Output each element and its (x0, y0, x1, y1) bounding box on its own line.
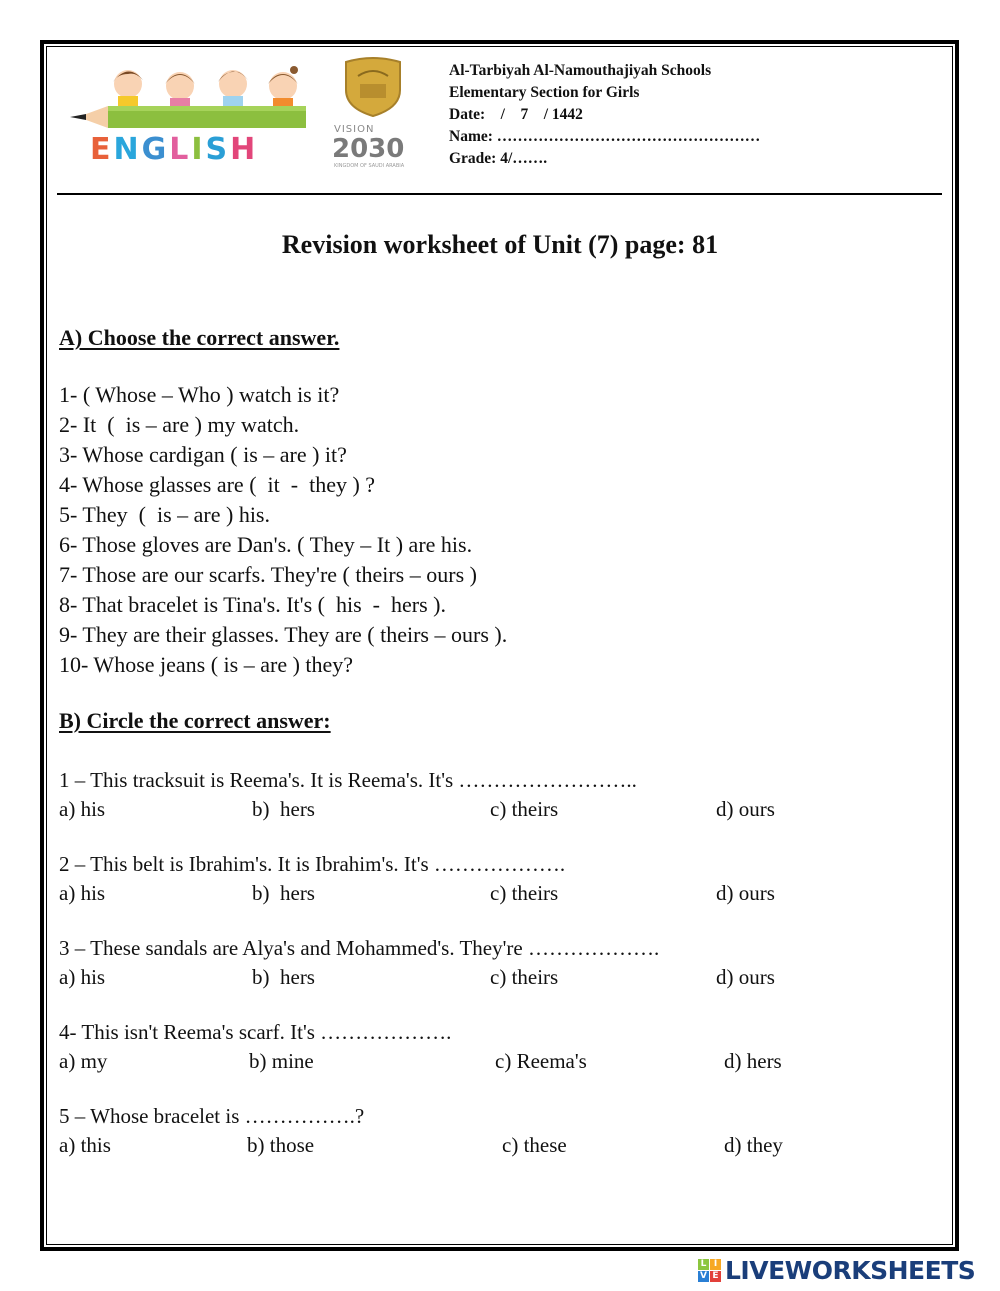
option-d[interactable]: d) hers (724, 1049, 782, 1073)
option-c[interactable]: c) theirs (490, 965, 559, 989)
option-c[interactable]: c) these (502, 1133, 567, 1157)
option-c[interactable]: c) theirs (490, 797, 559, 821)
liveworksheets-logo[interactable] (698, 1256, 975, 1284)
option-b[interactable]: b) those (247, 1133, 315, 1157)
english-letter: E (90, 132, 114, 167)
vision-country: KINGDOM OF SAUDI ARABIA (334, 163, 405, 169)
badge-letter: L (698, 1259, 709, 1270)
question-b-4 (59, 1018, 859, 1076)
option-a[interactable]: a) my (59, 1049, 108, 1073)
option-b[interactable]: b) hers (252, 797, 315, 821)
question-a-10[interactable]: 10- Whose jeans ( is – are ) they? (59, 652, 354, 677)
question-a-6[interactable]: 6- Those gloves are Dan's. ( They – It ) are his. (59, 532, 473, 557)
english-letter: N (113, 132, 142, 167)
english-letter: G (141, 132, 170, 167)
option-d[interactable]: d) ours (716, 881, 775, 905)
english-wordmark (90, 132, 258, 167)
option-d[interactable]: d) ours (716, 797, 775, 821)
header-divider (57, 193, 942, 195)
kid-2-icon (165, 72, 195, 106)
english-letter: I (191, 132, 206, 167)
question-b-1 (59, 766, 859, 824)
liveworksheets-wordmark: LIVEWORKSHEETS (725, 1255, 976, 1285)
school-info-block (449, 60, 760, 170)
question-a-8[interactable]: 8- That bracelet is Tina's. It's ( his - hers ). (59, 592, 446, 617)
option-a[interactable]: a) his (59, 881, 106, 905)
kid-3-icon (218, 70, 248, 106)
school-name: Al-Tarbiyah Al-Namouthajiyah Schools (449, 62, 712, 79)
kid-1-icon (113, 70, 143, 106)
question-b-options (59, 963, 859, 992)
question-a-9[interactable]: 9- They are their glasses. They are ( theirs – ours ). (59, 622, 508, 647)
english-letter: L (169, 132, 192, 167)
english-letter: S (205, 132, 231, 167)
option-a[interactable]: a) his (59, 797, 106, 821)
question-a-3[interactable]: 3- Whose cardigan ( is – are ) it? (59, 442, 347, 467)
question-a-5[interactable]: 5- They ( is – are ) his. (59, 502, 270, 527)
badge-letter: E (710, 1271, 721, 1282)
option-c[interactable]: c) Reema's (495, 1049, 587, 1073)
badge-letter: I (710, 1259, 721, 1270)
name-field[interactable]: Name: …………………………………………… (449, 128, 761, 145)
question-b-options (59, 1047, 859, 1076)
live-badge-icon (698, 1259, 721, 1282)
option-c[interactable]: c) theirs (490, 881, 559, 905)
question-b-5 (59, 1102, 859, 1160)
option-d[interactable]: d) ours (716, 965, 775, 989)
vision-2030-logo (330, 124, 422, 186)
question-b-3 (59, 934, 859, 992)
badge-letter: V (698, 1271, 709, 1282)
question-a-7[interactable]: 7- Those are our scarfs. They're ( theirs – ours ) (59, 562, 477, 587)
option-b[interactable]: b) mine (249, 1049, 314, 1073)
vision-label: VISION (334, 124, 375, 135)
option-a[interactable]: a) this (59, 1133, 111, 1157)
question-a-4[interactable]: 4- Whose glasses are ( it - they ) ? (59, 472, 376, 497)
question-b-stem: 4- This isn't Reema's scarf. It's ………………. (59, 1020, 452, 1044)
question-b-2 (59, 850, 859, 908)
question-b-options (59, 879, 859, 908)
english-letter: H (230, 132, 259, 167)
question-b-stem: 3 – These sandals are Alya's and Mohammed's. They're ………………. (59, 936, 660, 960)
option-d[interactable]: d) they (724, 1133, 783, 1157)
vision-year: 2030 (332, 134, 405, 164)
option-b[interactable]: b) hers (252, 965, 315, 989)
grade-field[interactable]: Grade: 4/……. (449, 150, 548, 167)
question-b-stem: 5 – Whose bracelet is …………….? (59, 1104, 365, 1128)
section-a-list (59, 380, 507, 680)
school-emblem-icon (338, 56, 408, 118)
question-b-stem: 2 – This belt is Ibrahim's. It is Ibrahim's. It's ………………. (59, 852, 566, 876)
question-a-1[interactable]: 1- ( Whose – Who ) watch is it? (59, 382, 340, 407)
section-b-heading: B) Circle the correct answer: (59, 708, 331, 733)
question-b-options (59, 795, 859, 824)
english-logo (68, 62, 308, 172)
section-a-heading: A) Choose the correct answer. (59, 325, 340, 350)
question-b-options (59, 1131, 859, 1160)
worksheet-title: Revision worksheet of Unit (7) page: 81 (281, 230, 719, 259)
question-b-stem: 1 – This tracksuit is Reema's. It is Reema's. It's …………………….. (59, 768, 637, 792)
school-section: Elementary Section for Girls (449, 84, 640, 101)
date-field[interactable]: Date: / 7 / 1442 (449, 106, 583, 123)
kid-4-icon (268, 66, 298, 106)
option-a[interactable]: a) his (59, 965, 106, 989)
question-a-2[interactable]: 2- It ( is – are ) my watch. (59, 412, 300, 437)
option-b[interactable]: b) hers (252, 881, 315, 905)
